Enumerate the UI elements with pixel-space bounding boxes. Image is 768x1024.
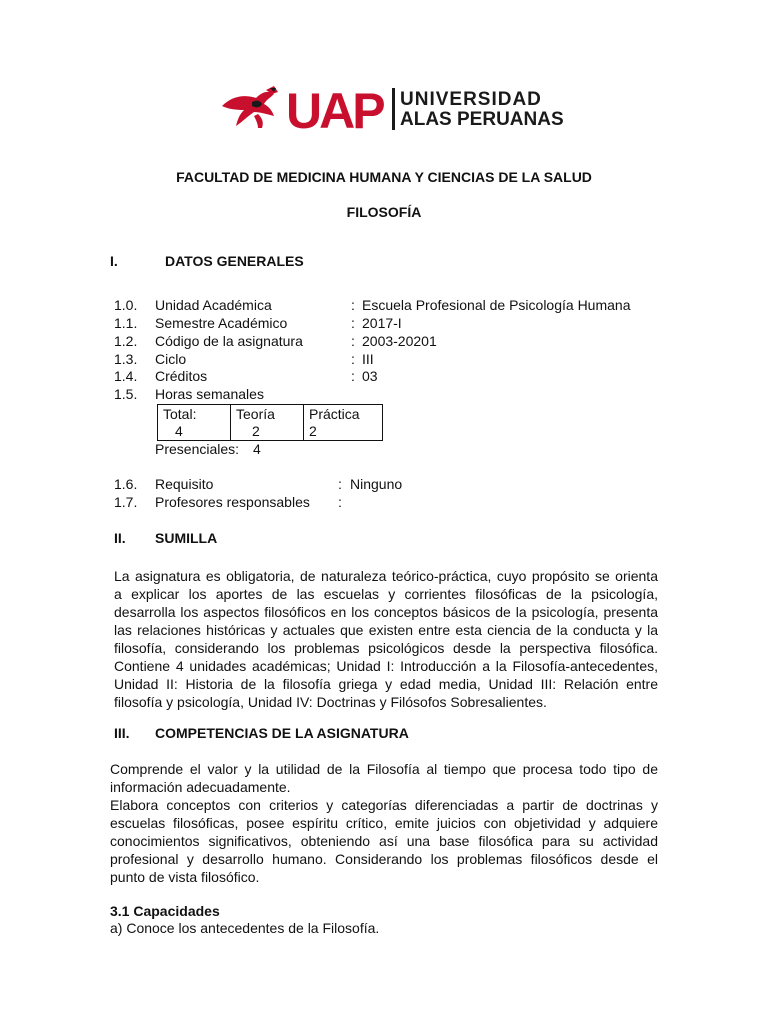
total-label: Total: bbox=[163, 406, 197, 422]
row-number: 1.4. bbox=[114, 368, 138, 384]
row-number: 1.0. bbox=[114, 297, 138, 313]
practice-label: Práctica bbox=[309, 406, 360, 422]
paragraph-line: punto de vista filosófico. bbox=[110, 869, 260, 885]
paragraph-line: desarrolla los aspectos filosóficos en los conceptos básicos de la psicología, presenta bbox=[114, 604, 658, 620]
university-logo bbox=[222, 84, 564, 134]
row-value: 03 bbox=[362, 368, 378, 384]
row-number: 1.6. bbox=[114, 476, 138, 492]
capacidades-title: 3.1 Capacidades bbox=[110, 903, 220, 919]
paragraph-line: Elabora conceptos con criterios y categorías diferenciadas a partir de doctrinas y bbox=[110, 797, 658, 813]
paragraph-line: profesional y desarrollo humano. Considerando los problemas filosóficos desde el bbox=[110, 851, 658, 867]
presential-row bbox=[155, 441, 261, 457]
section-1-number: I. bbox=[110, 253, 118, 269]
weekly-hours-table bbox=[157, 404, 383, 441]
row-value: Ninguno bbox=[350, 476, 403, 492]
faculty-title: FACULTAD DE MEDICINA HUMANA Y CIENCIAS DE LA SALUD bbox=[176, 169, 592, 185]
course-title: FILOSOFÍA bbox=[346, 204, 422, 220]
section-3-title: COMPETENCIAS DE LA ASIGNATURA bbox=[155, 725, 409, 741]
row-colon: : bbox=[351, 368, 355, 384]
table-divider bbox=[230, 405, 231, 440]
sumilla-paragraph bbox=[114, 567, 658, 711]
row-value: 2003-20201 bbox=[362, 333, 437, 349]
row-label: Requisito bbox=[155, 476, 214, 492]
paragraph-line: Comprende el valor y la utilidad de la Filosofía al tiempo que procesa todo tipo de bbox=[110, 761, 658, 777]
paragraph-line: filosofía y psicología, Unidad IV: Doctrinas y Filósofos Sobresalientes. bbox=[114, 694, 547, 710]
presential-label: Presenciales: bbox=[155, 441, 240, 457]
paragraph-line: a explicar los aportes de las escuelas y corrientes filosóficas de la psicología, bbox=[114, 586, 658, 602]
row-number: 1.7. bbox=[114, 494, 138, 510]
paragraph-line: conocimientos significativos, obteniendo así una base filosófica para su actividad bbox=[110, 833, 658, 849]
section-1-title: DATOS GENERALES bbox=[165, 253, 304, 269]
row-colon: : bbox=[351, 351, 355, 367]
row-colon: : bbox=[338, 494, 342, 510]
paragraph-line: las relaciones históricas y actuales que existen entre esta ciencia de la conducta y la bbox=[114, 622, 658, 638]
row-number: 1.3. bbox=[114, 351, 138, 367]
logo-name-line2: ALAS PERUANAS bbox=[400, 109, 564, 130]
row-number: 1.5. bbox=[114, 386, 138, 402]
theory-label: Teoría bbox=[236, 406, 275, 422]
row-label: Horas semanales bbox=[155, 386, 264, 402]
logo-name-line1: UNIVERSIDAD bbox=[400, 89, 542, 110]
svg-text:UAP: UAP bbox=[286, 84, 383, 134]
section-3-number: III. bbox=[114, 725, 130, 741]
paragraph-line: filosofía, considerando los problemas psicológicos desde la perspectiva filosófica. bbox=[114, 640, 658, 656]
paragraph-line: escuelas filosóficas, posee espíritu crítico, emite juicios con objetividad y adquiere bbox=[110, 815, 658, 831]
row-label: Profesores responsables bbox=[155, 494, 310, 510]
capacidad-item: a) Conoce los antecedentes de la Filosofía. bbox=[110, 920, 380, 936]
row-label: Unidad Académica bbox=[155, 297, 272, 313]
paragraph-line: información adecuadamente. bbox=[110, 779, 291, 795]
presential-value: 4 bbox=[252, 441, 261, 457]
row-colon: : bbox=[351, 333, 355, 349]
theory-value: 2 bbox=[252, 423, 260, 439]
section-2-title: SUMILLA bbox=[155, 530, 218, 546]
row-label: Ciclo bbox=[155, 351, 187, 367]
row-number: 1.1. bbox=[114, 315, 138, 331]
practice-value: 2 bbox=[309, 423, 317, 439]
row-value: 2017-I bbox=[362, 315, 402, 331]
paragraph-line: La asignatura es obligatoria, de naturaleza teórico-práctica, cuyo propósito se orienta bbox=[114, 568, 658, 584]
section-2-number: II. bbox=[114, 530, 126, 546]
row-colon: : bbox=[351, 315, 355, 331]
total-value: 4 bbox=[175, 423, 183, 439]
paragraph-line: Contiene 4 unidades académicas; Unidad I: Introducción a la Filosofía-antecedentes, bbox=[114, 658, 658, 674]
row-value: III bbox=[362, 351, 374, 367]
row-value: Escuela Profesional de Psicología Humana bbox=[362, 297, 631, 313]
row-colon: : bbox=[338, 476, 342, 492]
table-divider bbox=[303, 405, 304, 440]
row-colon: : bbox=[351, 297, 355, 313]
row-label: Código de la asignatura bbox=[155, 333, 303, 349]
competencias-paragraph bbox=[110, 760, 658, 886]
row-number: 1.2. bbox=[114, 333, 138, 349]
paragraph-line: Unidad II: Historia de la filosofía griega y edad media, Unidad III: Relación entre bbox=[114, 676, 658, 692]
row-label: Semestre Académico bbox=[155, 315, 288, 331]
row-label: Créditos bbox=[155, 368, 208, 384]
